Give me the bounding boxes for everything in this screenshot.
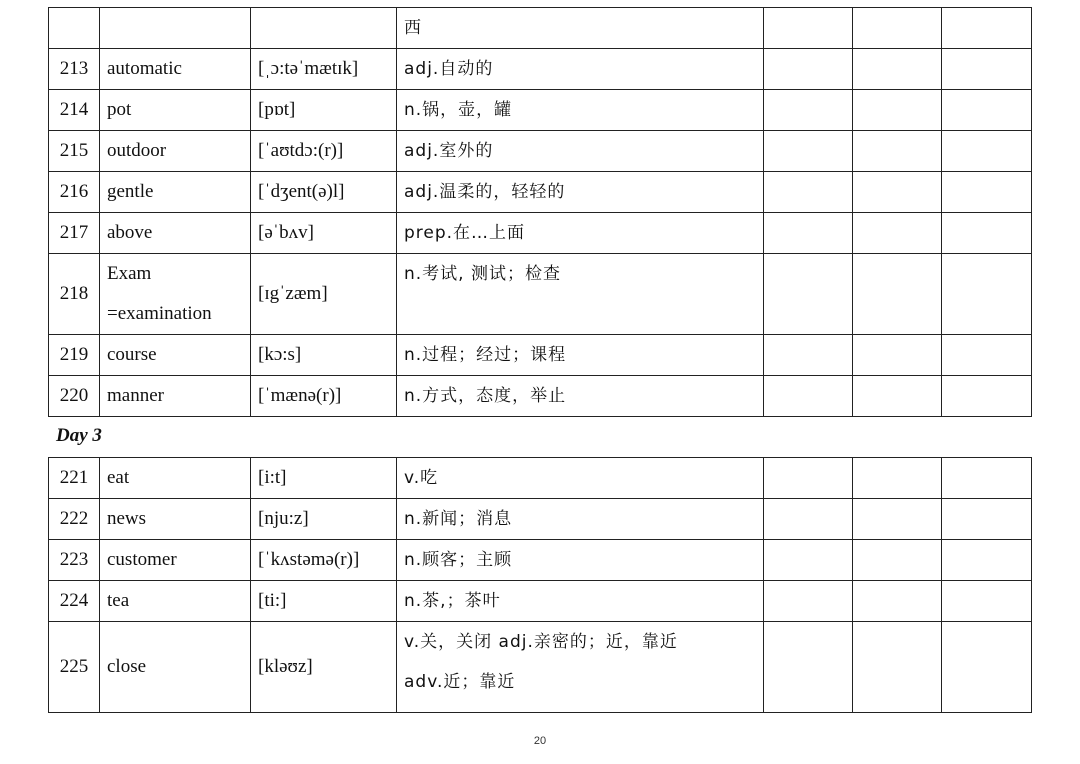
- meaning-cell: [397, 581, 764, 622]
- blank-cell: [764, 172, 853, 213]
- blank-cell: [853, 172, 942, 213]
- word-cell: tea: [100, 581, 251, 622]
- blank-cell: [853, 622, 942, 713]
- word-cell: automatic: [100, 49, 251, 90]
- word-cell: [100, 8, 251, 49]
- blank-cell: [853, 8, 942, 49]
- word-cell: pot: [100, 90, 251, 131]
- blank-cell: [942, 376, 1032, 417]
- word-cell: manner: [100, 376, 251, 417]
- blank-cell: [764, 458, 853, 499]
- blank-cell: [942, 458, 1032, 499]
- blank-cell: [764, 8, 853, 49]
- meaning-text: adj.室外的: [404, 141, 494, 161]
- blank-cell: [942, 254, 1032, 335]
- phonetic-cell: [ˈmænə(r)]: [251, 376, 397, 417]
- table-row: [49, 49, 1032, 90]
- blank-cell: [942, 622, 1032, 713]
- meaning-text: n.考试, 测试；检查: [404, 264, 561, 284]
- word-cell: news: [100, 499, 251, 540]
- table-row: [49, 376, 1032, 417]
- blank-cell: [764, 376, 853, 417]
- row-number: 213: [49, 49, 100, 90]
- blank-cell: [764, 540, 853, 581]
- meaning-text: n.过程；经过；课程: [404, 345, 567, 365]
- meaning-text: prep.在…上面: [404, 223, 526, 243]
- blank-cell: [764, 499, 853, 540]
- vocab-table-day2: [48, 7, 1032, 417]
- phonetic-cell: [i:t]: [251, 458, 397, 499]
- table-row: [49, 335, 1032, 376]
- table-row: [49, 254, 1032, 335]
- phonetic-cell: [ˈaʊtdɔ:(r)]: [251, 131, 397, 172]
- meaning-text: n.茶,；茶叶: [404, 591, 501, 611]
- phonetic-cell: [251, 8, 397, 49]
- phonetic-cell: [ti:]: [251, 581, 397, 622]
- blank-cell: [764, 335, 853, 376]
- blank-cell: [764, 213, 853, 254]
- meaning-cell: [397, 458, 764, 499]
- meaning-cell: [397, 254, 764, 335]
- meaning-text: n.顾客；主顾: [404, 550, 513, 570]
- table-row: [49, 8, 1032, 49]
- meaning-cell: [397, 8, 764, 49]
- meaning-cell: [397, 499, 764, 540]
- phonetic-cell: [nju:z]: [251, 499, 397, 540]
- row-number: 222: [49, 499, 100, 540]
- word-alt-text: =examination: [107, 303, 212, 324]
- phonetic-cell: [ˌɔ:təˈmætɪk]: [251, 49, 397, 90]
- row-number: 225: [49, 622, 100, 713]
- phonetic-cell: [ˈkʌstəmə(r)]: [251, 540, 397, 581]
- blank-cell: [942, 8, 1032, 49]
- table-row: [49, 581, 1032, 622]
- row-number: 216: [49, 172, 100, 213]
- blank-cell: [853, 376, 942, 417]
- row-number: 214: [49, 90, 100, 131]
- page-number: 20: [533, 735, 547, 747]
- blank-cell: [853, 581, 942, 622]
- word-cell: close: [100, 622, 251, 713]
- table-row: [49, 213, 1032, 254]
- blank-cell: [942, 581, 1032, 622]
- meaning-cell: [397, 49, 764, 90]
- blank-cell: [942, 131, 1032, 172]
- phonetic-cell: [ɪgˈzæm]: [251, 254, 397, 335]
- meaning-text: adj.温柔的，轻轻的: [404, 182, 566, 202]
- row-number: 218: [49, 254, 100, 335]
- meaning-text: n.锅，壶，罐: [404, 100, 513, 120]
- meaning-cell: [397, 90, 764, 131]
- blank-cell: [853, 90, 942, 131]
- blank-cell: [853, 213, 942, 254]
- blank-cell: [764, 581, 853, 622]
- word-cell: above: [100, 213, 251, 254]
- day-heading: Day 3: [56, 425, 102, 446]
- table-row: [49, 172, 1032, 213]
- meaning-cell: [397, 172, 764, 213]
- vocab-table-day3: [48, 457, 1032, 713]
- meaning-text: v.关，关闭 adj.亲密的；近，靠近: [404, 632, 678, 652]
- row-number: 224: [49, 581, 100, 622]
- meaning-cell: [397, 622, 764, 713]
- blank-cell: [853, 499, 942, 540]
- meaning-text-2: adv.近；靠近: [404, 672, 516, 692]
- blank-cell: [853, 335, 942, 376]
- meaning-text: n.新闻；消息: [404, 509, 513, 529]
- row-number: 219: [49, 335, 100, 376]
- phonetic-cell: [kɔ:s]: [251, 335, 397, 376]
- meaning-text: adj.自动的: [404, 59, 494, 79]
- blank-cell: [942, 213, 1032, 254]
- table-row: [49, 131, 1032, 172]
- meaning-cell: [397, 131, 764, 172]
- row-number: [49, 8, 100, 49]
- meaning-cell: [397, 335, 764, 376]
- phonetic-cell: [əˈbʌv]: [251, 213, 397, 254]
- word-cell: outdoor: [100, 131, 251, 172]
- blank-cell: [764, 90, 853, 131]
- blank-cell: [942, 335, 1032, 376]
- meaning-cell: [397, 540, 764, 581]
- phonetic-cell: [pɒt]: [251, 90, 397, 131]
- table-row: [49, 540, 1032, 581]
- blank-cell: [942, 172, 1032, 213]
- blank-cell: [853, 458, 942, 499]
- table-row: [49, 90, 1032, 131]
- meaning-text: 西: [404, 18, 422, 38]
- word-cell: course: [100, 335, 251, 376]
- blank-cell: [942, 499, 1032, 540]
- word-cell: eat: [100, 458, 251, 499]
- blank-cell: [764, 131, 853, 172]
- word-text: Exam: [107, 263, 152, 284]
- blank-cell: [942, 540, 1032, 581]
- meaning-cell: [397, 376, 764, 417]
- blank-cell: [853, 254, 942, 335]
- word-cell: [100, 254, 251, 335]
- blank-cell: [764, 254, 853, 335]
- word-cell: gentle: [100, 172, 251, 213]
- meaning-cell: [397, 213, 764, 254]
- phonetic-cell: [kləʊz]: [251, 622, 397, 713]
- blank-cell: [853, 49, 942, 90]
- blank-cell: [942, 49, 1032, 90]
- row-number: 217: [49, 213, 100, 254]
- row-number: 223: [49, 540, 100, 581]
- blank-cell: [764, 622, 853, 713]
- table-row: [49, 499, 1032, 540]
- meaning-text: n.方式，态度，举止: [404, 386, 567, 406]
- blank-cell: [853, 131, 942, 172]
- word-cell: customer: [100, 540, 251, 581]
- blank-cell: [942, 90, 1032, 131]
- row-number: 221: [49, 458, 100, 499]
- row-number: 215: [49, 131, 100, 172]
- blank-cell: [853, 540, 942, 581]
- blank-cell: [764, 49, 853, 90]
- table-row: [49, 458, 1032, 499]
- meaning-text: v.吃: [404, 468, 439, 488]
- row-number: 220: [49, 376, 100, 417]
- table-row: [49, 622, 1032, 713]
- phonetic-cell: [ˈdʒent(ə)l]: [251, 172, 397, 213]
